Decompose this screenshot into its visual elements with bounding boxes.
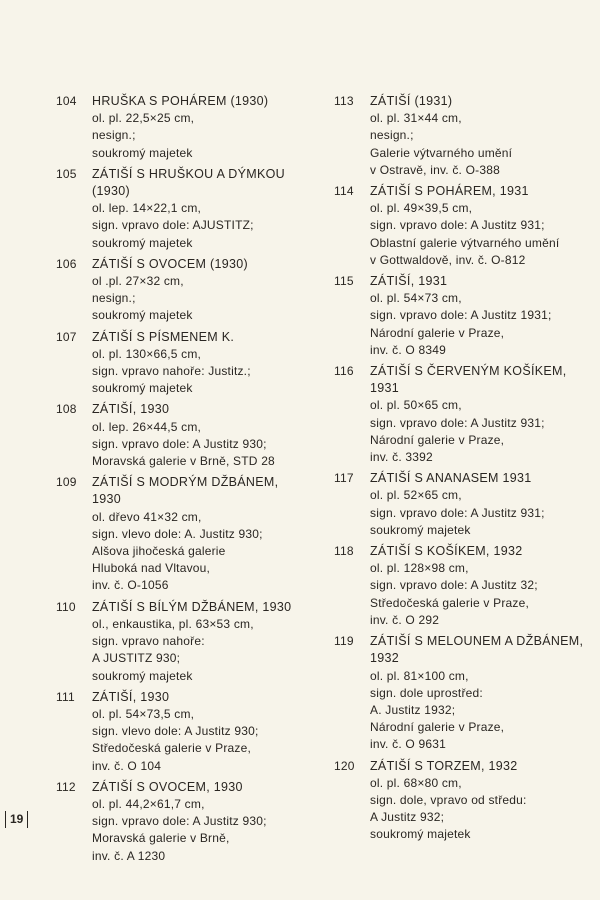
entry-detail-line: ol. pl. 44,2×61,7 cm, (92, 796, 205, 811)
entry-detail-line: v Gottwaldově, inv. č. O-812 (370, 252, 526, 267)
catalog-entry (56, 474, 306, 594)
entry-number: 113 (334, 94, 354, 108)
catalog-entry (56, 599, 306, 685)
entry-title: ZÁTIŠÍ S KOŠÍKEM, 1932 (370, 544, 523, 559)
entry-detail-line: Oblastní galerie výtvarného umění (370, 235, 560, 250)
catalog-entry (334, 543, 584, 629)
entry-detail-line: Alšova jihočeská galerie (92, 544, 226, 559)
entry-detail-line: ol. pl. 31×44 cm, (370, 111, 462, 126)
catalog-entry (56, 329, 306, 398)
entry-number: 114 (334, 184, 354, 199)
entry-title: ZÁTIŠÍ S MODRÝM DŽBÁNEM, 1930 (92, 475, 279, 507)
entry-body (92, 474, 306, 594)
catalog-entry (56, 689, 306, 775)
entry-detail-line: inv. č. O-1056 (92, 578, 169, 593)
entry-title: ZÁTIŠÍ, 1930 (92, 402, 170, 417)
entry-detail-line: Moravská galerie v Brně, STD 28 (92, 454, 275, 469)
entry-detail-line: ol. pl. 54×73 cm, (370, 291, 462, 306)
entry-detail-line: ol. pl. 49×39,5 cm, (370, 201, 473, 216)
entry-detail-line: A JUSTITZ 930; (92, 651, 181, 666)
catalog-entry (334, 183, 584, 269)
entry-detail-line: ol., enkaustika, pl. 63×53 cm, (92, 616, 254, 631)
entry-detail-line: inv. č. O 292 (370, 612, 440, 627)
entry-detail-line: ol. pl. 52×65 cm, (370, 488, 462, 503)
entry-title: ZÁTIŠÍ, 1930 (92, 689, 170, 704)
entry-detail-line: Galerie výtvarného umění (370, 145, 513, 160)
entry-detail-line: sign. vpravo dole: A Justitz 930; (92, 436, 267, 451)
entry-detail-line: A. Justitz 1932; (370, 702, 456, 717)
entry-body (370, 183, 584, 269)
entry-number: 120 (334, 758, 355, 773)
entry-detail-line: soukromý majetek (370, 522, 471, 537)
entry-detail-line: sign. dole uprostřed: (370, 685, 483, 700)
catalog-column-right (334, 93, 584, 848)
catalog-entry (334, 273, 584, 359)
entry-detail-line: inv. č. O 8349 (370, 342, 446, 357)
entry-title: ZÁTIŠÍ S ČERVENÝM KOŠÍKEM, 1931 (370, 364, 567, 396)
entry-detail-line: sign. vpravo dole: A Justitz 931; (370, 505, 545, 520)
entry-number: 111 (56, 689, 75, 704)
entry-body (370, 758, 584, 844)
entry-title: HRUŠKA S POHÁREM (1930) (92, 94, 269, 108)
entry-title: ZÁTIŠÍ S BÍLÝM DŽBÁNEM, 1930 (92, 599, 292, 614)
entry-body (370, 93, 584, 179)
entry-detail-line: sign. vpravo dole: A Justitz 931; (370, 415, 545, 430)
entry-detail-line: ol. lep. 26×44,5 cm, (92, 419, 202, 434)
entry-detail-line: Hluboká nad Vltavou, (92, 561, 211, 576)
entry-detail-line: sign. vpravo dole: A Justitz 930; (92, 814, 267, 829)
entry-title: ZÁTIŠÍ S ANANASEM 1931 (370, 471, 532, 486)
entry-detail-line: sign. dole, vpravo od středu: (370, 792, 527, 807)
entry-title: ZÁTIŠÍ S POHÁREM, 1931 (370, 184, 529, 199)
entry-body (370, 633, 584, 753)
entry-title: ZÁTIŠÍ S OVOCEM, 1930 (92, 779, 243, 794)
catalog-entry (334, 758, 584, 844)
page-number: 19 (5, 811, 28, 828)
entry-body (92, 256, 306, 325)
entry-title: ZÁTIŠÍ S MELOUNEM A DŽBÁNEM, 1932 (370, 634, 584, 666)
catalog-entry (56, 166, 306, 252)
catalog-column-left (56, 93, 306, 869)
entry-detail-line: sign. vpravo dole: A Justitz 931; (370, 218, 545, 233)
entry-detail-line: sign. vpravo dole: AJUSTITZ; (92, 218, 254, 233)
entry-detail-line: Středočeská galerie v Praze, (370, 595, 530, 610)
entry-detail-line: inv. č. A 1230 (92, 848, 166, 863)
entry-body (370, 363, 584, 466)
entry-detail-line: soukromý majetek (370, 827, 471, 842)
catalog-entry (334, 470, 584, 539)
entry-detail-line: soukromý majetek (92, 381, 193, 396)
entry-detail-line: ol .pl. 27×32 cm, (92, 274, 184, 289)
entry-detail-line: nesign.; (92, 291, 136, 306)
entry-body (92, 689, 306, 775)
entry-body (92, 329, 306, 398)
catalog-entry (56, 401, 306, 470)
entry-detail-line: ol. pl. 81×100 cm, (370, 668, 469, 683)
entry-detail-line: v Ostravě, inv. č. O-388 (370, 162, 500, 177)
entry-detail-line: sign. vpravo nahoře: (92, 634, 205, 649)
entry-number: 112 (56, 779, 76, 794)
entry-detail-line: ol. pl. 128×98 cm, (370, 561, 469, 576)
entry-body (92, 166, 306, 252)
entry-title: ZÁTIŠÍ S HRUŠKOU A DÝMKOU (1930) (92, 166, 285, 199)
catalog-entry (334, 93, 584, 179)
entry-number: 107 (56, 329, 77, 344)
entry-detail-line: soukromý majetek (92, 668, 193, 683)
entry-detail-line: sign. vlevo dole: A Justitz 930; (92, 724, 259, 739)
entry-number: 119 (334, 634, 354, 649)
entry-number: 115 (334, 274, 354, 289)
entry-title: ZÁTIŠÍ S PÍSMENEM K. (92, 329, 235, 344)
entry-number: 117 (334, 471, 354, 486)
entry-number: 106 (56, 256, 77, 271)
entry-title: ZÁTIŠÍ (1931) (370, 94, 453, 108)
entry-detail-line: ol. lep. 14×22,1 cm, (92, 201, 202, 216)
entry-detail-line: ol. pl. 22,5×25 cm, (92, 111, 195, 126)
entry-detail-line: sign. vpravo dole: A Justitz 32; (370, 578, 538, 593)
entry-detail-line: A Justitz 932; (370, 810, 445, 825)
entry-title: ZÁTIŠÍ S TORZEM, 1932 (370, 758, 518, 773)
entry-detail-line: ol. dřevo 41×32 cm, (92, 509, 202, 524)
entry-number: 116 (334, 364, 354, 379)
catalog-entry (334, 363, 584, 466)
entry-detail-line: ol. pl. 130×66,5 cm, (92, 346, 202, 361)
entry-detail-line: inv. č. O 9631 (370, 737, 446, 752)
entry-detail-line: ol. pl. 50×65 cm, (370, 398, 462, 413)
entry-detail-line: Středočeská galerie v Praze, (92, 741, 252, 756)
entry-body (92, 599, 306, 685)
entry-body (92, 401, 306, 470)
entry-number: 105 (56, 166, 77, 181)
entry-detail-line: sign. vpravo dole: A Justitz 1931; (370, 308, 552, 323)
entry-detail-line: ol. pl. 54×73,5 cm, (92, 706, 195, 721)
entry-number: 108 (56, 402, 77, 417)
entry-detail-line: Národní galerie v Praze, (370, 432, 505, 447)
entry-detail-line: Moravská galerie v Brně, (92, 831, 230, 846)
entry-body (370, 543, 584, 629)
entry-detail-line: nesign.; (370, 128, 414, 143)
entry-number: 118 (334, 544, 354, 559)
entry-body (370, 470, 584, 539)
entry-detail-line: sign. vpravo nahoře: Justitz.; (92, 364, 251, 379)
catalog-entry (56, 779, 306, 865)
entry-detail-line: soukromý majetek (92, 308, 193, 323)
entry-title: ZÁTIŠÍ S OVOCEM (1930) (92, 256, 248, 271)
entry-body (92, 93, 306, 162)
entry-detail-line: nesign.; (92, 128, 136, 143)
entry-detail-line: inv. č. O 104 (92, 758, 162, 773)
catalog-entry (334, 633, 584, 753)
entry-body (92, 779, 306, 865)
catalog-entry (56, 256, 306, 325)
entry-body (370, 273, 584, 359)
entry-title: ZÁTIŠÍ, 1931 (370, 274, 448, 289)
entry-detail-line: soukromý majetek (92, 145, 193, 160)
entry-detail-line: Národní galerie v Praze, (370, 720, 505, 735)
entry-detail-line: sign. vlevo dole: A. Justitz 930; (92, 526, 263, 541)
entry-number: 104 (56, 94, 77, 108)
entry-detail-line: soukromý majetek (92, 235, 193, 250)
entry-number: 109 (56, 475, 77, 490)
entry-detail-line: Národní galerie v Praze, (370, 325, 505, 340)
entry-detail-line: ol. pl. 68×80 cm, (370, 775, 462, 790)
entry-detail-line: inv. č. 3392 (370, 450, 433, 465)
entry-number: 110 (56, 599, 76, 614)
catalog-entry (56, 93, 306, 162)
